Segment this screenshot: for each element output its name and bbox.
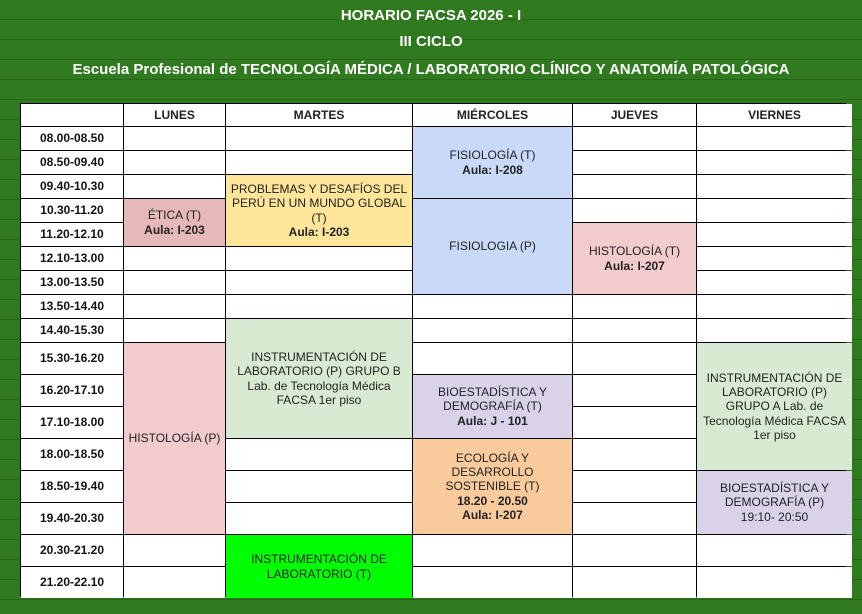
class-problemas [226,175,412,246]
empty-cell [124,295,225,318]
class-bioestadistica-p [697,471,852,534]
class-room: Aula: J - 101 [457,413,528,428]
cycle-title: III CICLO [399,33,463,50]
empty-cell [573,175,696,198]
class-ecologia [413,439,572,534]
time-slot: 11.20-12.10 [21,223,123,246]
empty-cell [697,247,852,270]
class-name: FISIOLOGÍA (T) [449,148,536,163]
class-room: Aula: I-208 [462,162,523,177]
empty-cell [226,471,412,502]
class-bioestadistica-t [413,375,572,438]
empty-cell [124,535,225,566]
class-name: ECOLOGÍA Y DESARROLLO SOSTENIBLE (T) [445,450,540,494]
empty-cell [124,175,225,198]
school-title: Escuela Profesional de TECNOLOGÍA MÉDICA / LABORATORIO CLÍNICO Y ANATOMÍA PATOLÓGICA [72,61,790,78]
day-header-viernes: VIERNES [697,104,852,126]
class-room: Aula: I-207 [604,258,665,273]
empty-cell [697,223,852,246]
empty-cell [226,271,412,294]
empty-cell [573,319,696,342]
empty-cell [573,503,696,534]
empty-cell [573,295,696,318]
time-slot: 15.30-16.20 [21,343,123,374]
empty-cell [573,151,696,174]
class-name: INSTRUMENTACIÓN DE LABORATORIO (P) GRUPO B Lab. de Tecnología Médica FACSA 1er piso [237,349,401,407]
day-header-miercoles: MIÉRCOLES [413,104,572,126]
class-name: INSTRUMENTACIÓN DE LABORATORIO (T) [251,552,387,581]
class-fisiologia-t [413,127,572,198]
time-slot: 13.50-14.40 [21,295,123,318]
time-slot: 12.10-13.00 [21,247,123,270]
schedule-table [20,103,846,596]
class-time: 19:10- 20:50 [740,509,809,524]
empty-cell [226,151,412,174]
class-name: FISIOLOGIA (P) [449,239,536,254]
empty-cell [697,535,852,566]
empty-cell [413,319,572,342]
time-slot: 13.00-13.50 [21,271,123,294]
time-slot: 21.20-22.10 [21,567,123,598]
class-name: PROBLEMAS Y DESAFÍOS DEL PERÚ EN UN MUNDO GLOBAL (T) [230,181,408,225]
empty-cell [124,319,225,342]
empty-cell [697,319,852,342]
time-slot: 18.50-19.40 [21,471,123,502]
empty-cell [573,375,696,406]
empty-cell [124,247,225,270]
empty-cell [124,271,225,294]
time-slot: 18.00-18.50 [21,439,123,470]
time-slot: 14.40-15.30 [21,319,123,342]
class-name: BIOESTADÍSTICA Y DEMOGRAFÍA (T) [438,384,547,414]
class-name: BIOESTADÍSTICA Y DEMOGRAFÍA (P) [720,480,829,510]
empty-cell [697,151,852,174]
empty-cell [573,199,696,222]
empty-cell [413,343,572,374]
class-time: 18.20 - 20.50 [457,493,528,508]
time-slot: 09.40-10.30 [21,175,123,198]
class-etica [124,199,225,246]
empty-cell [573,567,696,598]
class-room: Aula: I-203 [144,222,205,237]
empty-cell [573,471,696,502]
time-slot: 19.40-20.30 [21,503,123,534]
empty-cell [697,175,852,198]
time-slot: 08.50-09.40 [21,151,123,174]
time-slot: 20.30-21.20 [21,535,123,566]
empty-cell [413,295,572,318]
empty-cell [697,271,852,294]
empty-cell [573,343,696,374]
empty-cell [226,295,412,318]
empty-cell [124,127,225,150]
class-name: INSTRUMENTACIÓN DE LABORATORIO (P) GRUPO A Lab. de Tecnología Médica FACSA 1er piso [703,370,846,443]
empty-cell [226,247,412,270]
class-instrumentacion-grupo-a [697,343,852,470]
empty-cell [226,503,412,534]
empty-cell [413,535,572,566]
day-header-martes: MARTES [226,104,412,126]
empty-cell [573,439,696,470]
class-instrumentacion-t [226,535,412,598]
empty-cell [124,567,225,598]
time-slot: 10.30-11.20 [21,199,123,222]
time-slot: 16.20-17.10 [21,375,123,406]
empty-cell [697,295,852,318]
class-room: Aula: I-203 [288,224,350,239]
class-name: HISTOLOGÍA (P) [128,431,221,446]
empty-cell [697,567,852,598]
empty-cell [573,407,696,438]
empty-cell [573,127,696,150]
class-name: HISTOLOGÍA (T) [588,244,681,259]
day-header-jueves: JUEVES [573,104,696,126]
class-name: ÉTICA (T) [147,208,202,223]
empty-cell [573,535,696,566]
time-slot: 08.00-08.50 [21,127,123,150]
empty-cell [226,127,412,150]
class-histologia-t [573,223,696,294]
class-fisiologia-p [413,199,572,294]
class-instrumentacion-p [226,319,412,438]
empty-cell [413,567,572,598]
empty-cell [124,151,225,174]
empty-cell [697,199,852,222]
day-header-lunes: LUNES [124,104,225,126]
class-room: Aula: I-207 [462,508,523,523]
time-slot: 17.10-18.00 [21,407,123,438]
corner-cell [21,104,123,126]
empty-cell [697,127,852,150]
class-histologia-p [124,343,225,534]
schedule-title: HORARIO FACSA 2026 - I [340,7,522,24]
empty-cell [226,439,412,470]
